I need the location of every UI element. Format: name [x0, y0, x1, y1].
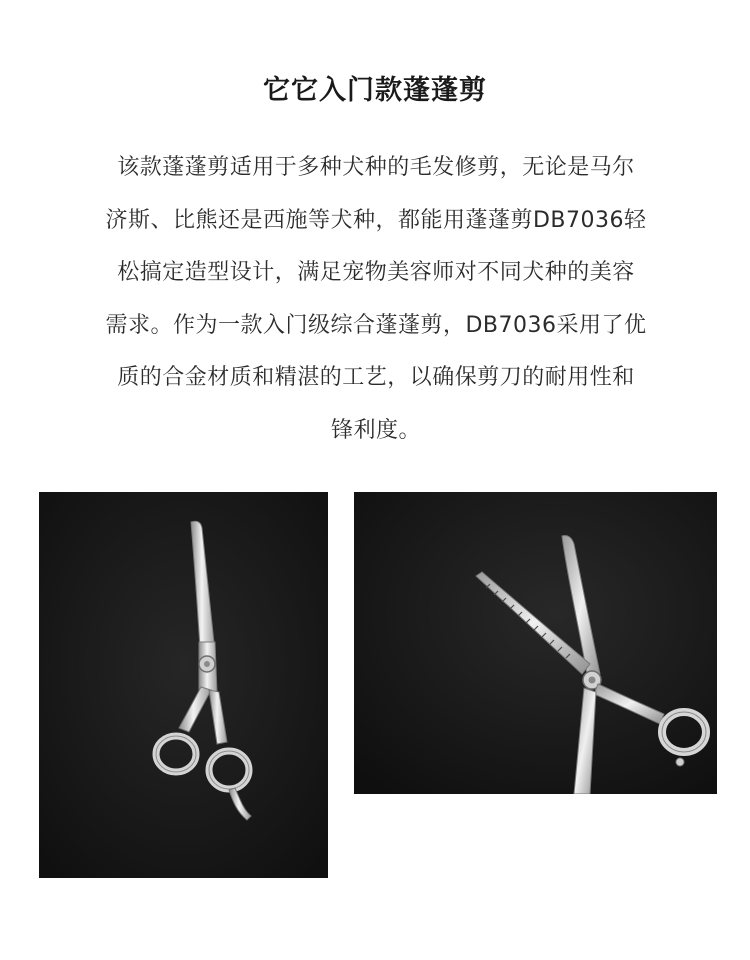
open-scissors-photo — [354, 492, 717, 794]
description-line: 锋利度。 — [330, 417, 421, 443]
description-line: 济斯、比熊还是西施等犬种，都能用蓬蓬剪DB7036轻 — [105, 207, 647, 233]
description-line: 松搞定造型设计，满足宠物美容师对不同犬种的美容 — [117, 260, 635, 285]
description-line: 需求。作为一款入门级综合蓬蓬剪，DB7036采用了优 — [105, 312, 647, 338]
scissors-open-illustration — [354, 492, 717, 794]
description-line: 该款蓬蓬剪适用于多种犬种的毛发修剪，无论是马尔 — [117, 155, 635, 180]
scissors-closed-illustration — [39, 492, 328, 878]
page-title: 它它入门款蓬蓬剪 — [263, 75, 487, 106]
closed-scissors-photo — [39, 492, 328, 878]
product-description — [70, 142, 682, 457]
description-line: 质的合金材质和精湛的工艺，以确保剪刀的耐用性和 — [117, 365, 635, 390]
